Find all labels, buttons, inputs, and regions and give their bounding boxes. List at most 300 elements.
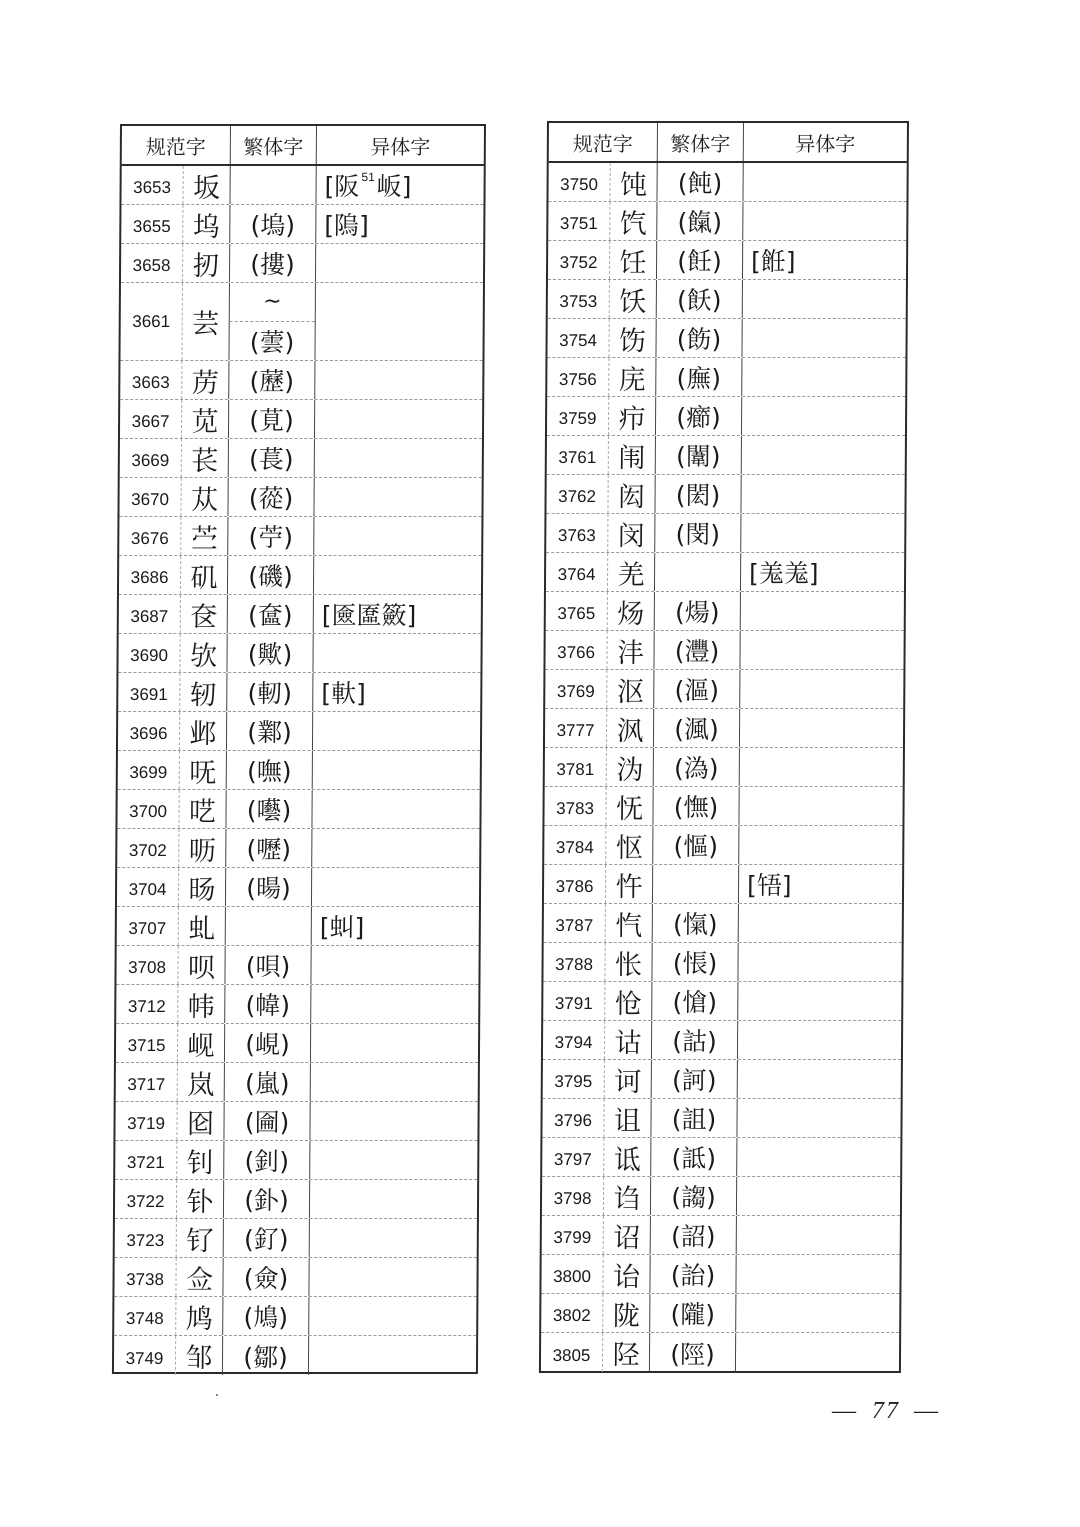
- table-row: [543, 943, 901, 982]
- variant-char: [739, 631, 903, 669]
- variant-char: [741, 397, 905, 435]
- header-variant: 异体字: [743, 123, 907, 161]
- char-number: 3702: [117, 829, 179, 867]
- traditional-char: (闈): [655, 436, 741, 474]
- table-row: [546, 514, 904, 553]
- char-number: 3764: [546, 553, 608, 591]
- traditional-char: [225, 907, 311, 945]
- variant-char: [312, 751, 480, 789]
- table-row: [119, 595, 481, 634]
- traditional-char: (塢): [229, 205, 315, 243]
- table-row: [117, 790, 479, 829]
- standard-char: 诏: [613, 1222, 641, 1254]
- table-row: [547, 319, 905, 358]
- variant-char: [309, 1180, 477, 1218]
- char-number: 3763: [546, 514, 608, 552]
- traditional-char: (釙): [223, 1180, 309, 1218]
- table-row: [542, 1138, 900, 1177]
- char-number: 3783: [544, 787, 606, 825]
- variant-char: [738, 787, 902, 825]
- char-number: 3762: [546, 475, 608, 513]
- table-row: [547, 397, 905, 436]
- traditional-char: (鄒): [222, 1336, 308, 1375]
- variant-char-value: [軑]: [321, 679, 366, 708]
- char-number: 3723: [115, 1219, 177, 1257]
- traditional-char: (歟): [226, 634, 312, 672]
- standard-char: 诌: [613, 1183, 641, 1215]
- char-number: 3721: [115, 1141, 177, 1179]
- variant-char-value: [隖]: [324, 211, 369, 240]
- variant-char: [739, 748, 903, 786]
- table-row: [116, 985, 478, 1024]
- traditional-char: (磯): [227, 556, 313, 594]
- table-body: [541, 163, 907, 1372]
- table-row: [547, 436, 905, 475]
- variant-char: [314, 283, 482, 360]
- char-number: 3781: [545, 748, 607, 786]
- table-row: [544, 865, 902, 904]
- char-number: 3708: [116, 946, 178, 984]
- table-row: [548, 163, 906, 202]
- page-number: — 77 —: [832, 1398, 940, 1424]
- char-number: 3719: [115, 1102, 177, 1140]
- table-row: [120, 283, 483, 361]
- traditional-char-value: (蕓): [249, 327, 295, 357]
- standard-char: 羌: [617, 559, 645, 591]
- standard-char: 沤: [616, 676, 644, 708]
- standard-char: 囵: [186, 1108, 215, 1140]
- traditional-char: (隴): [649, 1294, 735, 1332]
- table-row: [117, 907, 479, 946]
- char-number: 3788: [543, 943, 605, 981]
- traditional-char: (萇): [228, 439, 314, 477]
- variant-char: [313, 517, 481, 555]
- traditional-char: (鄴): [226, 712, 312, 750]
- char-number: 3754: [547, 319, 609, 357]
- table-row: [116, 946, 478, 985]
- table-row: [542, 1216, 900, 1255]
- table-row: [120, 439, 482, 478]
- standard-char: 闱: [618, 442, 646, 474]
- char-number: 3800: [541, 1255, 603, 1293]
- traditional-char: (詔): [650, 1216, 736, 1254]
- standard-char: 帏: [187, 991, 215, 1023]
- variant-char: [742, 241, 906, 279]
- table-row: [117, 868, 479, 907]
- variant-char-value: [餁]: [750, 247, 796, 276]
- char-number: 3791: [543, 982, 605, 1020]
- standard-char: 忾: [615, 910, 643, 942]
- traditional-char: (灃): [653, 631, 739, 669]
- traditional-char: (釕): [223, 1219, 309, 1257]
- standard-char: 奁: [190, 601, 218, 633]
- char-number: 3756: [547, 358, 609, 396]
- char-number: 3704: [117, 868, 179, 906]
- char-number: 3653: [121, 166, 183, 204]
- variant-char: [735, 1294, 899, 1332]
- standard-char: 饬: [618, 325, 647, 357]
- variant-char: [740, 592, 904, 630]
- footnote-superscript: 51: [361, 170, 375, 184]
- standard-char: 诂: [614, 1027, 642, 1059]
- table-row: [114, 1258, 476, 1297]
- variant-char: [313, 595, 481, 633]
- traditional-char: (僉): [222, 1258, 308, 1296]
- char-number: 3797: [542, 1138, 604, 1176]
- standard-char: 怅: [614, 949, 643, 981]
- standard-char: 疖: [618, 403, 646, 435]
- standard-char: 呓: [188, 796, 217, 828]
- variant-char: [315, 166, 483, 204]
- variant-char: [738, 904, 902, 942]
- table-row: [115, 1219, 477, 1258]
- table-header: [549, 123, 907, 163]
- standard-char: 钌: [186, 1225, 214, 1257]
- table-row: [542, 1177, 900, 1216]
- traditional-char: (圇): [223, 1102, 309, 1140]
- char-number: 3738: [114, 1258, 176, 1296]
- char-number: 3794: [543, 1021, 605, 1059]
- char-number: 3661: [120, 283, 182, 360]
- standard-char: 沨: [616, 715, 644, 747]
- variant-char: [737, 1060, 901, 1098]
- standard-char: 诃: [614, 1066, 642, 1098]
- variant-char: [741, 319, 905, 357]
- table-row: [121, 244, 483, 283]
- standard-char: 坂: [192, 172, 221, 204]
- standard-char: 佥: [185, 1264, 214, 1296]
- table-row: [121, 166, 483, 205]
- header-variant: 异体字: [316, 126, 484, 164]
- traditional-char: (軔): [226, 673, 312, 711]
- table-row: [545, 631, 903, 670]
- table-row: [117, 829, 479, 868]
- variant-char: [737, 982, 901, 1020]
- traditional-char: (詆): [650, 1138, 736, 1176]
- standard-char: 苈: [191, 367, 219, 399]
- header-standard: 规范字: [145, 134, 206, 159]
- table-row: [121, 205, 483, 244]
- traditional-char: (詛): [650, 1099, 736, 1137]
- char-number: 3667: [120, 400, 182, 438]
- table-row: [118, 673, 480, 712]
- character-table-left: [112, 124, 486, 1374]
- variant-char: [310, 1024, 478, 1062]
- variant-char: [737, 1021, 901, 1059]
- table-row: [116, 1024, 478, 1063]
- table-row: [546, 553, 904, 592]
- char-number: 3700: [117, 790, 179, 828]
- table-row: [114, 1336, 476, 1375]
- variant-char: [737, 943, 901, 981]
- table-row: [118, 751, 480, 790]
- variant-char: [735, 1333, 899, 1372]
- table-row: [546, 475, 904, 514]
- header-traditional: 繁体字: [657, 123, 743, 161]
- variant-char: [311, 907, 479, 945]
- char-number: 3676: [119, 517, 181, 555]
- traditional-char: (慪): [652, 826, 738, 864]
- variant-char: [308, 1336, 476, 1375]
- traditional-char: (閔): [654, 514, 740, 552]
- table-row: [543, 1060, 901, 1099]
- char-number: 3749: [114, 1336, 176, 1375]
- variant-char-value: 岅]: [376, 172, 412, 201]
- traditional-char: (莧): [228, 400, 314, 438]
- traditional-char: (奩): [227, 595, 313, 633]
- variant-char: [309, 1219, 477, 1257]
- char-number: 3787: [544, 904, 606, 942]
- standard-char: 沩: [616, 754, 644, 786]
- char-number: 3784: [544, 826, 606, 864]
- char-number: 3663: [120, 361, 182, 399]
- standard-char: 饫: [619, 286, 647, 318]
- standard-char: 虬: [188, 913, 216, 945]
- char-number: 3750: [548, 163, 610, 201]
- traditional-char: (詒): [649, 1255, 735, 1293]
- traditional-char: [654, 553, 740, 591]
- header-traditional: 繁体字: [230, 126, 316, 164]
- variant-char: [308, 1297, 476, 1335]
- traditional-char: (摟): [229, 244, 315, 282]
- variant-char: [312, 712, 480, 750]
- table-row: [115, 1180, 477, 1219]
- standard-char: 旸: [188, 874, 216, 906]
- traditional-char: (閎): [654, 475, 740, 513]
- variant-char: [739, 670, 903, 708]
- traditional-char: [652, 865, 738, 903]
- variant-char: [740, 553, 904, 591]
- table-row: [543, 982, 901, 1021]
- standard-char: 苌: [191, 445, 219, 477]
- table-row: [541, 1255, 899, 1294]
- variant-char: [735, 1255, 899, 1293]
- traditional-char: (苧): [227, 517, 313, 555]
- traditional-char: (渢): [653, 709, 739, 747]
- traditional-char: (訶): [651, 1060, 737, 1098]
- variant-char: [742, 163, 906, 201]
- variant-char: [311, 868, 479, 906]
- table-row: [114, 1297, 476, 1336]
- char-number: 3712: [116, 985, 178, 1023]
- variant-char: [740, 514, 904, 552]
- char-number: 3752: [548, 241, 610, 279]
- traditional-char: (餼): [656, 202, 742, 240]
- table-row: [116, 1063, 478, 1102]
- table-row: [545, 709, 903, 748]
- table-row: [544, 787, 902, 826]
- standard-char: 岘: [187, 1030, 215, 1062]
- char-number: 3690: [118, 634, 180, 672]
- traditional-char: (蓯): [227, 478, 313, 516]
- variant-char: [310, 946, 478, 984]
- variant-char: [738, 865, 902, 903]
- char-number: 3769: [545, 670, 607, 708]
- standard-char: 饩: [619, 208, 647, 240]
- standard-char: 呒: [189, 757, 217, 789]
- traditional-char: (飪): [656, 241, 742, 279]
- table-row: [118, 634, 480, 673]
- standard-char: 钋: [186, 1186, 214, 1218]
- char-number: 3707: [117, 907, 179, 945]
- traditional-char: (詁): [651, 1021, 737, 1059]
- char-number: 3753: [548, 280, 610, 318]
- table-row: [544, 904, 902, 943]
- variant-char: [311, 829, 479, 867]
- table-row: [541, 1333, 899, 1372]
- standard-char: 陇: [612, 1300, 640, 1332]
- char-number: 3765: [546, 592, 608, 630]
- standard-char: 苎: [190, 523, 218, 555]
- table-row: [119, 556, 481, 595]
- variant-char: [315, 244, 483, 282]
- char-number: 3798: [542, 1177, 604, 1215]
- char-number: 3766: [545, 631, 607, 669]
- standard-char: 邹: [185, 1343, 213, 1374]
- standard-char: 扨: [192, 250, 220, 282]
- table-row: [548, 241, 906, 280]
- scan-speck: [216, 1394, 218, 1396]
- traditional-char: (愴): [651, 982, 737, 1020]
- standard-char: 怄: [615, 832, 643, 864]
- traditional-char-same-mark: ~: [230, 283, 315, 322]
- traditional-char: (嘸): [226, 751, 312, 789]
- table-row: [115, 1102, 477, 1141]
- variant-char: [313, 478, 481, 516]
- traditional-char: (釗): [223, 1141, 309, 1179]
- traditional-char: (囈): [225, 790, 311, 828]
- standard-char: 忤: [615, 871, 643, 903]
- char-number: 3669: [120, 439, 182, 477]
- char-number: 3751: [548, 202, 610, 240]
- standard-char: 诒: [612, 1261, 641, 1293]
- standard-char: 苁: [190, 484, 219, 516]
- variant-char-value: [羗羗]: [748, 559, 819, 588]
- char-number: 3799: [542, 1216, 604, 1254]
- char-number: 3795: [543, 1060, 605, 1098]
- traditional-char: (藶): [228, 361, 314, 399]
- variant-char: [312, 673, 480, 711]
- standard-char: 诋: [613, 1144, 641, 1176]
- standard-char: 苋: [191, 406, 219, 438]
- variant-char-value: [阪: [324, 172, 360, 201]
- traditional-char: (峴): [224, 1024, 310, 1062]
- char-number: 3691: [118, 673, 180, 711]
- table-row: [119, 517, 481, 556]
- standard-char: 呖: [188, 835, 216, 867]
- traditional-char: (鳩): [222, 1297, 308, 1335]
- variant-char: [742, 202, 906, 240]
- variant-char: [314, 439, 482, 477]
- variant-char: [736, 1099, 900, 1137]
- variant-char: [314, 361, 482, 399]
- table-row: [118, 712, 480, 751]
- variant-char: [739, 709, 903, 747]
- table-row: [546, 592, 904, 631]
- table-row: [542, 1099, 900, 1138]
- variant-char: [312, 634, 480, 672]
- traditional-char: (愾): [652, 904, 738, 942]
- standard-char: 岚: [187, 1069, 215, 1101]
- variant-char: [313, 556, 481, 594]
- traditional-char: (唄): [224, 946, 310, 984]
- traditional-char: (嵐): [224, 1063, 310, 1101]
- standard-char: 钊: [186, 1147, 214, 1179]
- char-number: 3748: [114, 1297, 176, 1335]
- char-number: 3777: [545, 709, 607, 747]
- table-row: [120, 400, 482, 439]
- standard-char: 坞: [192, 211, 220, 243]
- char-number: 3759: [547, 397, 609, 435]
- char-number: 3717: [116, 1063, 178, 1101]
- standard-char: 诅: [613, 1105, 642, 1137]
- standard-char: 陉: [612, 1340, 640, 1371]
- char-number: 3686: [119, 556, 181, 594]
- char-number: 3696: [118, 712, 180, 750]
- variant-char: [309, 1102, 477, 1140]
- standard-char: 炀: [617, 598, 645, 630]
- standard-char: 饨: [619, 169, 648, 201]
- char-number: 3655: [121, 205, 183, 243]
- standard-char: 呗: [187, 952, 216, 984]
- table-header: [122, 126, 484, 166]
- standard-char: 饪: [619, 247, 647, 279]
- char-number: 3687: [119, 595, 181, 633]
- standard-char: 轫: [189, 679, 217, 711]
- standard-char: 闵: [617, 520, 645, 552]
- table-row: [544, 826, 902, 865]
- standard-char: 邺: [189, 718, 217, 750]
- variant-char: [736, 1216, 900, 1254]
- standard-char: 沣: [616, 637, 645, 669]
- traditional-char: (飫): [656, 280, 742, 318]
- table-row: [545, 748, 903, 787]
- variant-char: [311, 790, 479, 828]
- traditional-char: (謅): [650, 1177, 736, 1215]
- table-row: [548, 202, 906, 241]
- traditional-char: (憮): [652, 787, 738, 825]
- traditional-char: (悵): [651, 943, 737, 981]
- traditional-char: (煬): [654, 592, 740, 630]
- table-body: [114, 166, 484, 1375]
- traditional-char: (飭): [655, 319, 741, 357]
- standard-char: 矶: [190, 562, 218, 594]
- table-row: [543, 1021, 901, 1060]
- variant-char: [314, 400, 482, 438]
- char-number: 3658: [121, 244, 183, 282]
- standard-char: 庑: [618, 364, 646, 396]
- variant-char: [740, 475, 904, 513]
- variant-char-value: [虯]: [319, 913, 365, 942]
- variant-char: [309, 1141, 477, 1179]
- variant-char-value: [匳匲籢]: [321, 601, 417, 630]
- char-number: 3722: [115, 1180, 177, 1218]
- variant-char-value: [啎]: [746, 871, 792, 900]
- char-number: 3805: [541, 1333, 603, 1372]
- variant-char: [315, 205, 483, 243]
- variant-char: [310, 985, 478, 1023]
- char-number: 3715: [116, 1024, 178, 1062]
- traditional-char: (陘): [649, 1333, 735, 1372]
- standard-char: 怆: [614, 988, 642, 1020]
- traditional-char: (溈): [653, 748, 739, 786]
- char-number: 3796: [542, 1099, 604, 1137]
- traditional-char: (廡): [655, 358, 741, 396]
- traditional-char: (幃): [224, 985, 310, 1023]
- traditional-char: [228, 283, 314, 360]
- table-row: [120, 361, 482, 400]
- char-number: 3786: [544, 865, 606, 903]
